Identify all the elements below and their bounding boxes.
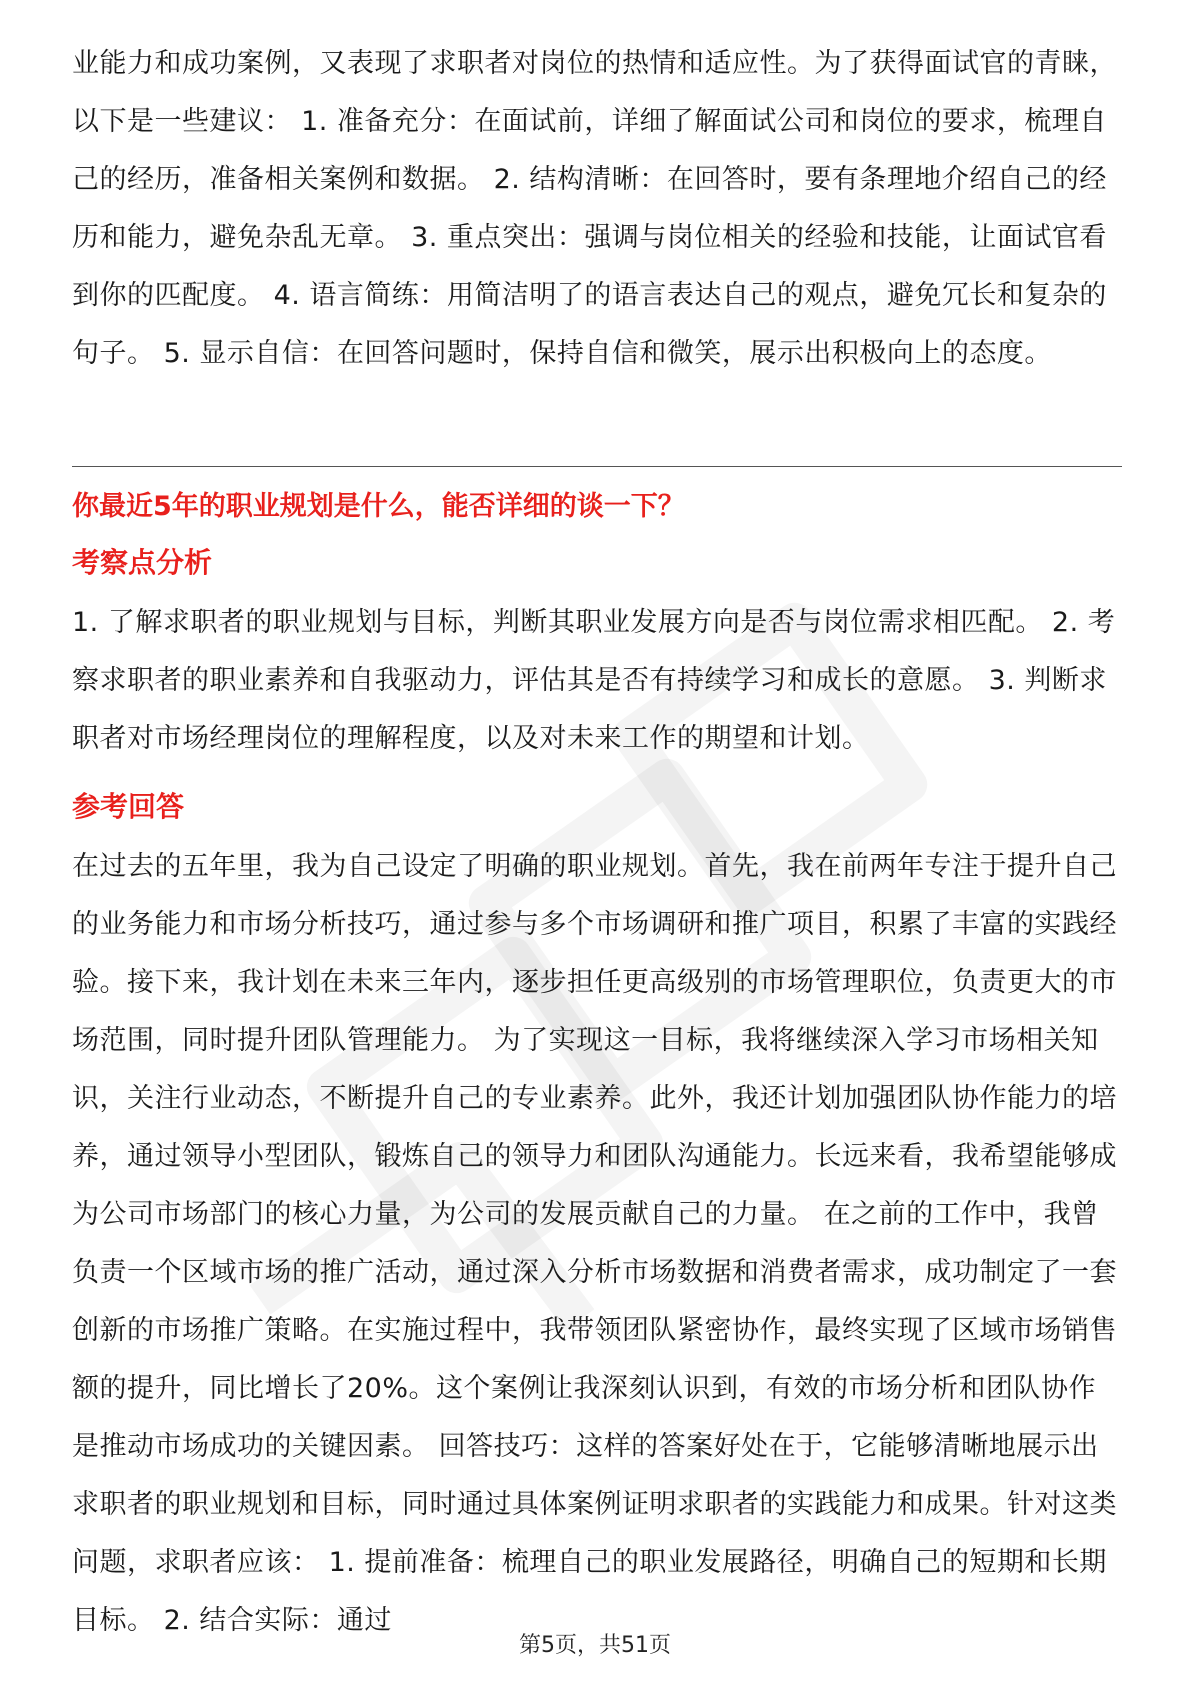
- analysis-heading: 考察点分析: [72, 546, 213, 579]
- question-title: 你最近5年的职业规划是什么，能否详细的谈一下？: [72, 491, 685, 522]
- answer-body: 在过去的五年里，我为自己设定了明确的职业规划。首先，我在前两年专注于提升自己的业务能力和市场分析技巧，通过参与多个市场调研和推广项目，积累了丰富的实践经验。接下来，我计划在未来三年内，逐步担任更高级别的市场管理职位，负责更大的市场范围，同时提升团队管理能力。 为了实现这一目标，我将继续深入学习市场相关知识，关注行业动态，不断提升自己的专业素养。此外，我还计划加强团队协作能力的培养，通过领导小型团队，锻炼自己的领导力和团队沟通能力。长远来看，我希望能够成为公司市场部门的核心力量，为公司的发展贡献自己的力量。 在之前的工作中，我曾负责一个区域市场的推广活动，通过深入分析市场数据和消费者需求，成功制定了一套创新的市场推广策略。在实施过程中，我带领团队紧密协作，最终实现了区域市场销售额的提升，同比增长了20%。这个案例让我深刻认识到，有效的市场分析和团队协作是推动市场成功的关键因素。 回答技巧：这样的答案好处在于，它能够清晰地展示出求职者的职业规划和目标，同时通过具体案例证明求职者的实践能力和成果。针对这类问题，求职者应该： 1. 提前准备：梳理自己的职业发展路径，明确自己的短期和长期目标。 2. 结合实际：通过: [72, 851, 1117, 1636]
- intro-paragraph: 业能力和成功案例，又表现了求职者对岗位的热情和适应性。为了获得面试官的青睐，以下是一些建议： 1. 准备充分：在面试前，详细了解面试公司和岗位的要求，梳理自己的经历，准备相关案例和数据。 2. 结构清晰：在回答时，要有条理地介绍自己的经历和能力，避免杂乱无章。 3. 重点突出：强调与岗位相关的经验和技能，让面试官看到你的匹配度。 4. 语言简练：用简洁明了的语言表达自己的观点，避免冗长和复杂的句子。 5. 显示自信：在回答问题时，保持自信和微笑，展示出积极向上的态度。: [72, 48, 1117, 369]
- section-divider: [72, 466, 1122, 467]
- answer-heading: 参考回答: [72, 790, 185, 823]
- analysis-body: 1. 了解求职者的职业规划与目标，判断其职业发展方向是否与岗位需求相匹配。 2. 考察求职者的职业素养和自我驱动力，评估其是否有持续学习和成长的意愿。 3. 判断求职者对市场经理岗位的理解程度，以及对未来工作的期望和计划。: [72, 607, 1116, 754]
- page-number: 第5页，共51页: [519, 1633, 671, 1658]
